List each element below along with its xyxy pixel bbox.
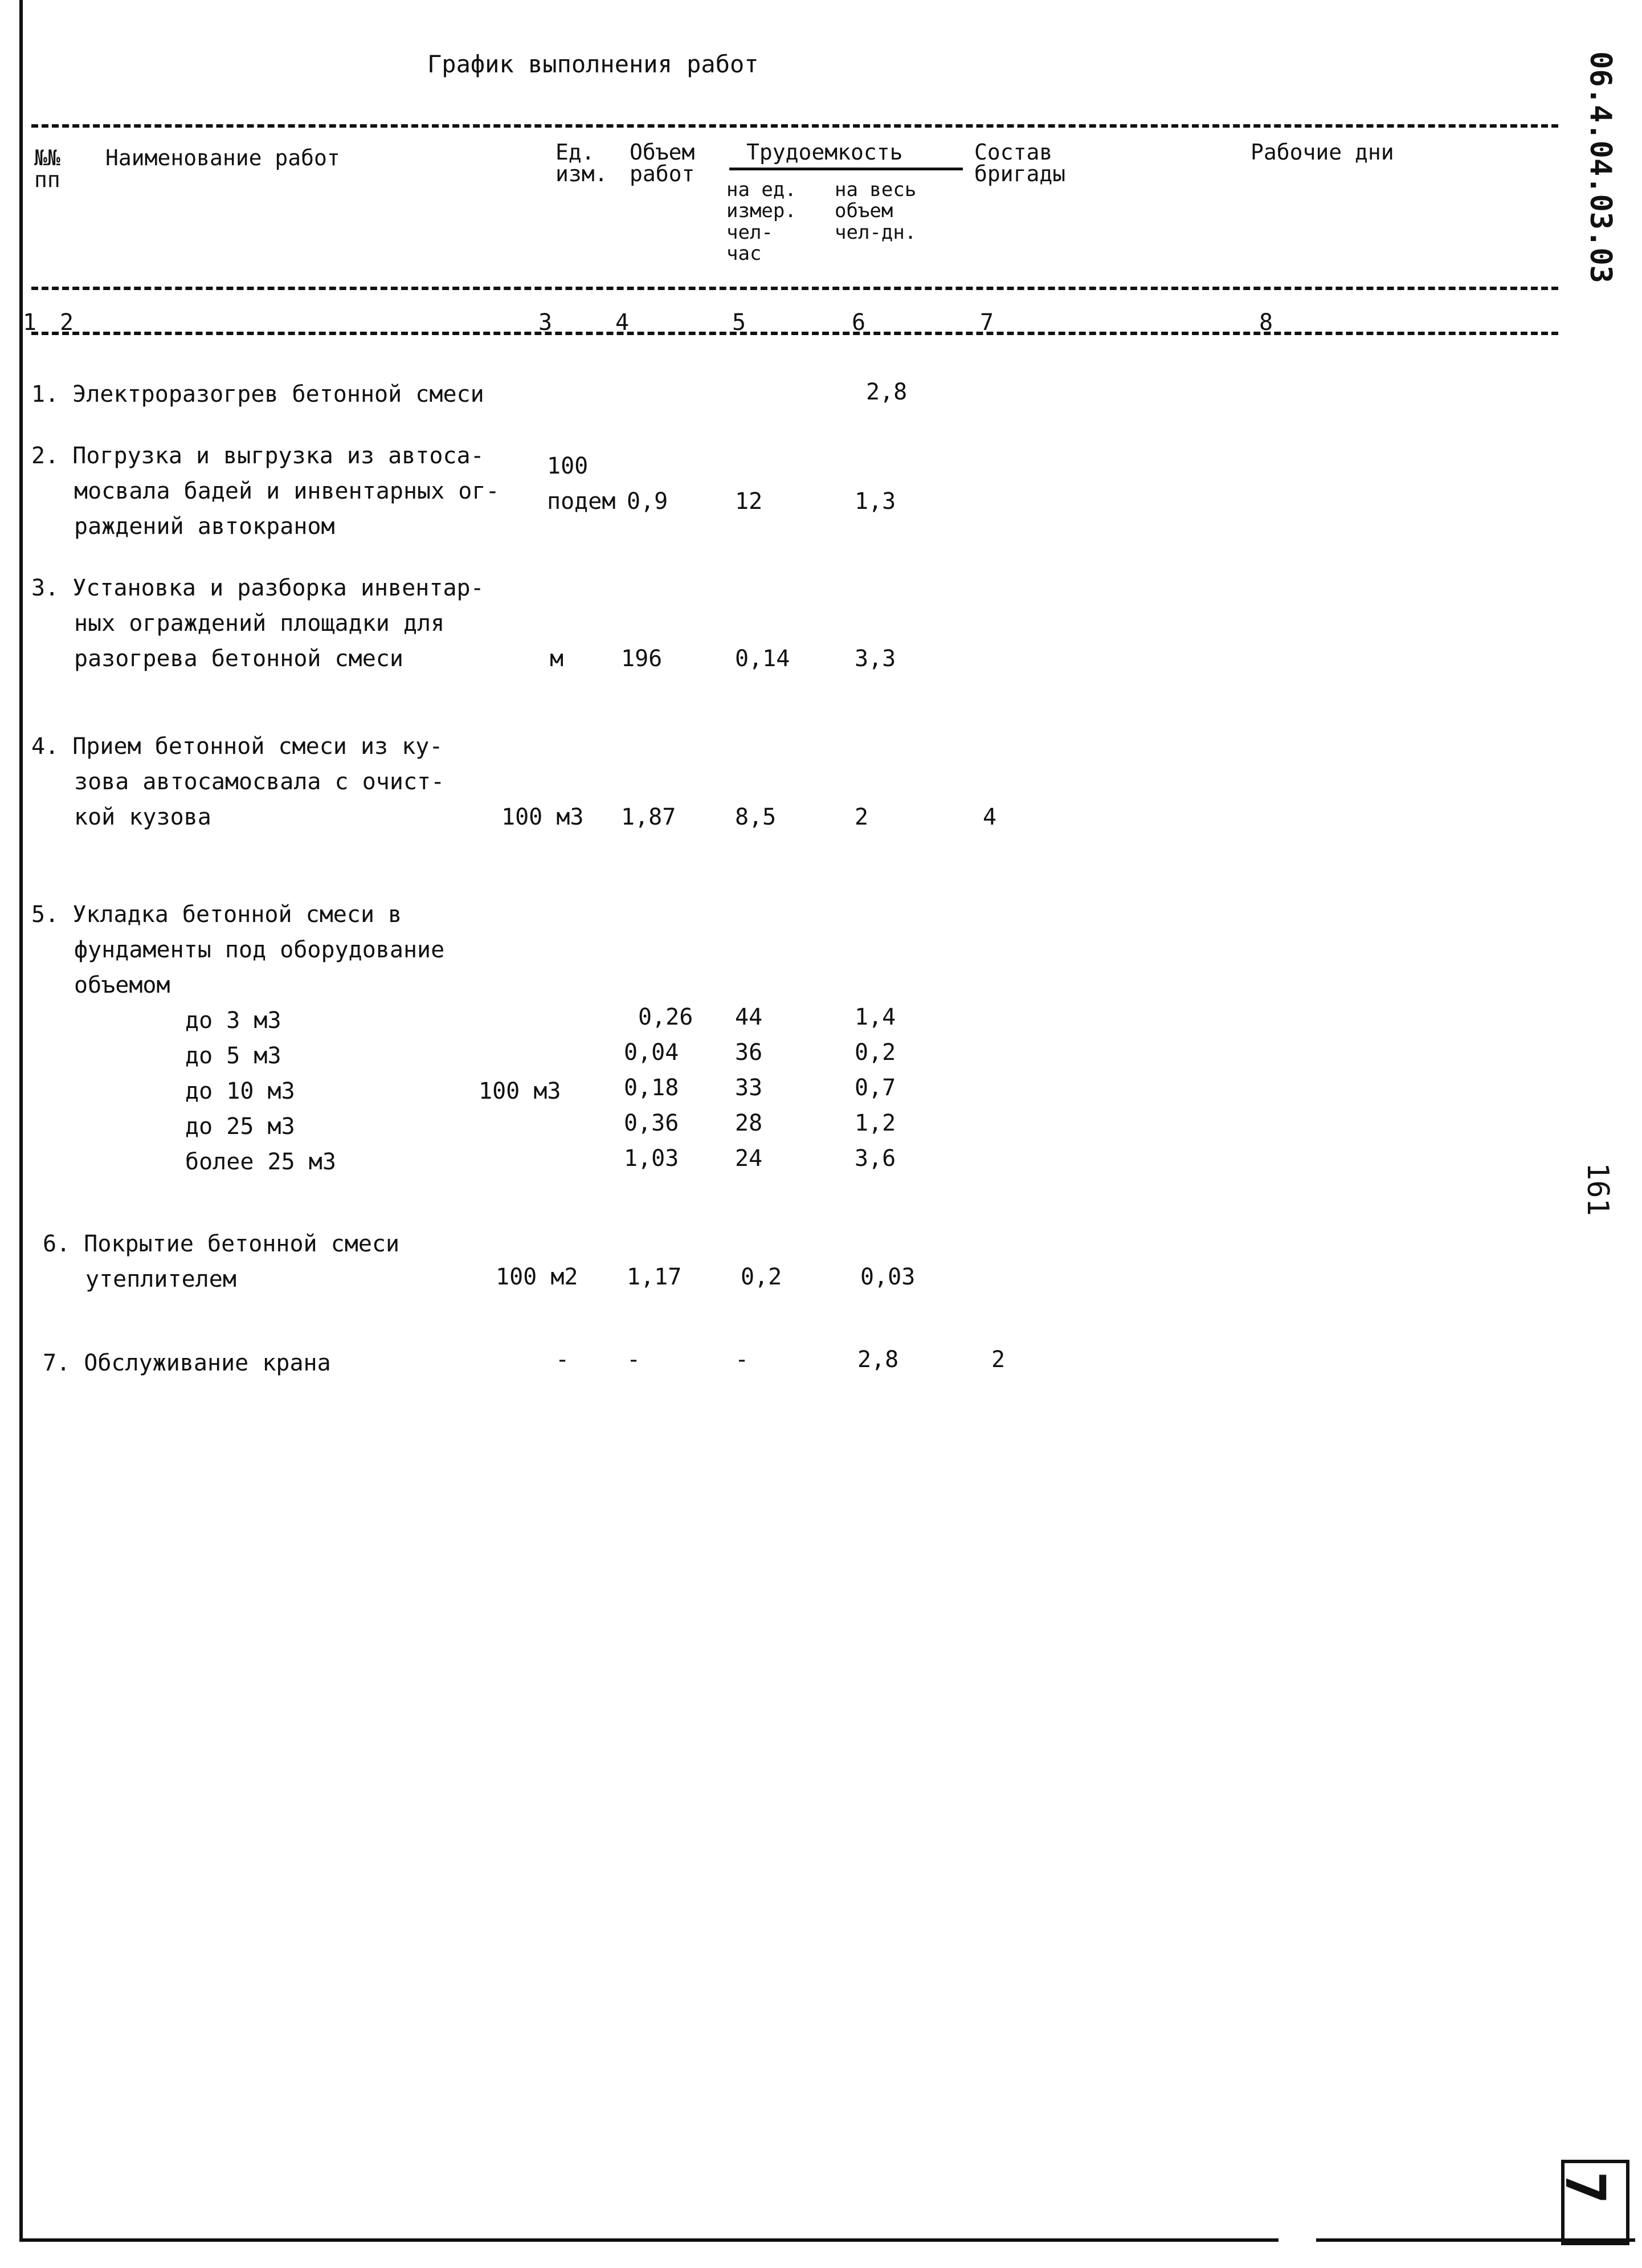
row-6-name-line-1: 6. Покрытие бетонной смеси [43,1231,400,1257]
row-4-name-line-1: 4. Прием бетонной смеси из ку- [31,733,443,760]
row-5-sub-4-label: до 25 м3 [185,1113,295,1140]
header-labor-total: на весь объем чел-дн. [835,178,917,244]
row-1-name: 1. Электроразогрев бетонной смеси [31,381,484,407]
row-5-sub-1-volume: 0,26 [638,1004,693,1030]
header-name: Наименование работ [105,145,340,170]
row-5-name-line-1: 5. Укладка бетонной смеси в [31,902,402,928]
page-frame-bottom [19,2238,1279,2242]
row-4-name-line-3: кой кузова [74,804,211,830]
row-5-name-line-2: фундаменты под оборудование [74,937,445,963]
row-2-per-unit: 12 [735,488,763,515]
row-4-per-unit: 8,5 [735,804,777,830]
row-5-name-line-3: объемом [74,972,170,998]
row-5-sub-1-total: 1,4 [855,1004,896,1030]
row-7-brigade: 2 [991,1347,1006,1373]
row-6-unit: 100 м2 [496,1264,578,1290]
header-labor-underline [729,168,963,170]
row-6-name-line-2: утеплителем [85,1266,236,1292]
row-5-sub-2-total: 0,2 [855,1039,896,1066]
row-2-unit-1: 100 [547,453,589,479]
row-7-volume: - [627,1347,641,1373]
header-labor-per-unit: на ед. измер. чел- час [726,178,797,266]
col-number-8: 8 [1259,309,1273,336]
col-number-7: 7 [980,309,994,336]
row-5-sub-3-label: до 10 м3 [185,1078,295,1104]
row-5-sub-1-label: до 3 м3 [185,1007,281,1034]
col-number-3: 3 [538,309,553,336]
header-brigade: Состав бригады [974,140,1066,186]
row-1-total: 2,8 [866,379,908,405]
col-number-6: 6 [852,309,866,336]
header-unit: Ед. изм. [555,140,608,186]
row-4-brigade: 4 [983,804,997,830]
row-7-unit: - [555,1347,570,1373]
page-title: График выполнения работ [427,50,759,78]
row-5-sub-5-volume: 1,03 [624,1145,679,1172]
col-number-rule [31,332,1558,335]
row-5-sub-5-total: 3,6 [855,1145,896,1172]
col-number-5: 5 [732,309,746,336]
col-number-4: 4 [615,309,630,336]
page-frame-left [19,0,23,2240]
row-5-sub-5-per-unit: 24 [735,1145,763,1172]
row-2-volume: 0,9 [627,488,668,515]
row-5-sub-1-per-unit: 44 [735,1004,763,1030]
row-6-volume: 1,17 [627,1264,682,1290]
col-number-1: 1 [23,309,37,336]
row-7-per-unit: - [735,1347,749,1373]
header-volume: Объем работ [630,140,695,186]
col-number-2: 2 [60,309,74,336]
row-5-sub-5-label: более 25 м3 [185,1149,336,1175]
row-4-volume: 1,87 [621,804,676,830]
row-2-name-line-2: мосвала бадей и инвентарных ог- [74,478,500,504]
row-5-sub-2-per-unit: 36 [735,1039,763,1066]
row-6-per-unit: 0,2 [741,1264,782,1290]
row-3-name-line-2: ных ограждений площадки для [74,610,445,637]
row-5-sub-3-volume: 0,18 [624,1075,679,1101]
row-2-name-line-3: раждений автокраном [74,513,335,540]
row-5-sub-4-total: 1,2 [855,1110,896,1136]
row-5-sub-4-volume: 0,36 [624,1110,679,1136]
row-5-sub-2-volume: 0,04 [624,1039,679,1066]
row-6-total: 0,03 [860,1264,916,1290]
header-bottom-rule [31,287,1558,290]
row-5-sub-3-per-unit: 33 [735,1075,763,1101]
row-5-sub-2-label: до 5 м3 [185,1043,281,1069]
row-3-volume: 196 [621,646,663,672]
row-5-sub-3-total: 0,7 [855,1075,896,1101]
row-5-unit: 100 м3 [479,1078,561,1104]
row-5-sub-4-per-unit: 28 [735,1110,763,1136]
row-3-per-unit: 0,14 [735,646,790,672]
row-7-total: 2,8 [857,1347,899,1373]
stamp-number: 7 [1553,2171,1617,2204]
row-2-total: 1,3 [855,488,896,515]
header-top-rule [31,124,1558,128]
row-4-total: 2 [855,804,869,830]
header-labor: Трудоемкость [746,140,903,165]
row-7-name: 7. Обслуживание крана [43,1350,331,1376]
side-page-number: 161 [1580,1162,1615,1216]
row-3-name-line-1: 3. Установка и разборка инвентар- [31,575,484,601]
row-3-name-line-3: разогрева бетонной смеси [74,646,403,672]
header-days: Рабочие дни [1251,140,1394,165]
row-4-unit: 100 м3 [501,804,584,830]
row-3-total: 3,3 [855,646,896,672]
row-2-unit-2: подем [547,488,616,515]
side-code: 06.4.04.03.03 [1583,51,1618,283]
header-num: №№ пп [34,145,60,192]
row-4-name-line-2: зова автосамосвала с очист- [74,769,445,795]
row-2-name-line-1: 2. Погрузка и выгрузка из автоса- [31,443,484,469]
row-3-unit: м [550,646,564,672]
